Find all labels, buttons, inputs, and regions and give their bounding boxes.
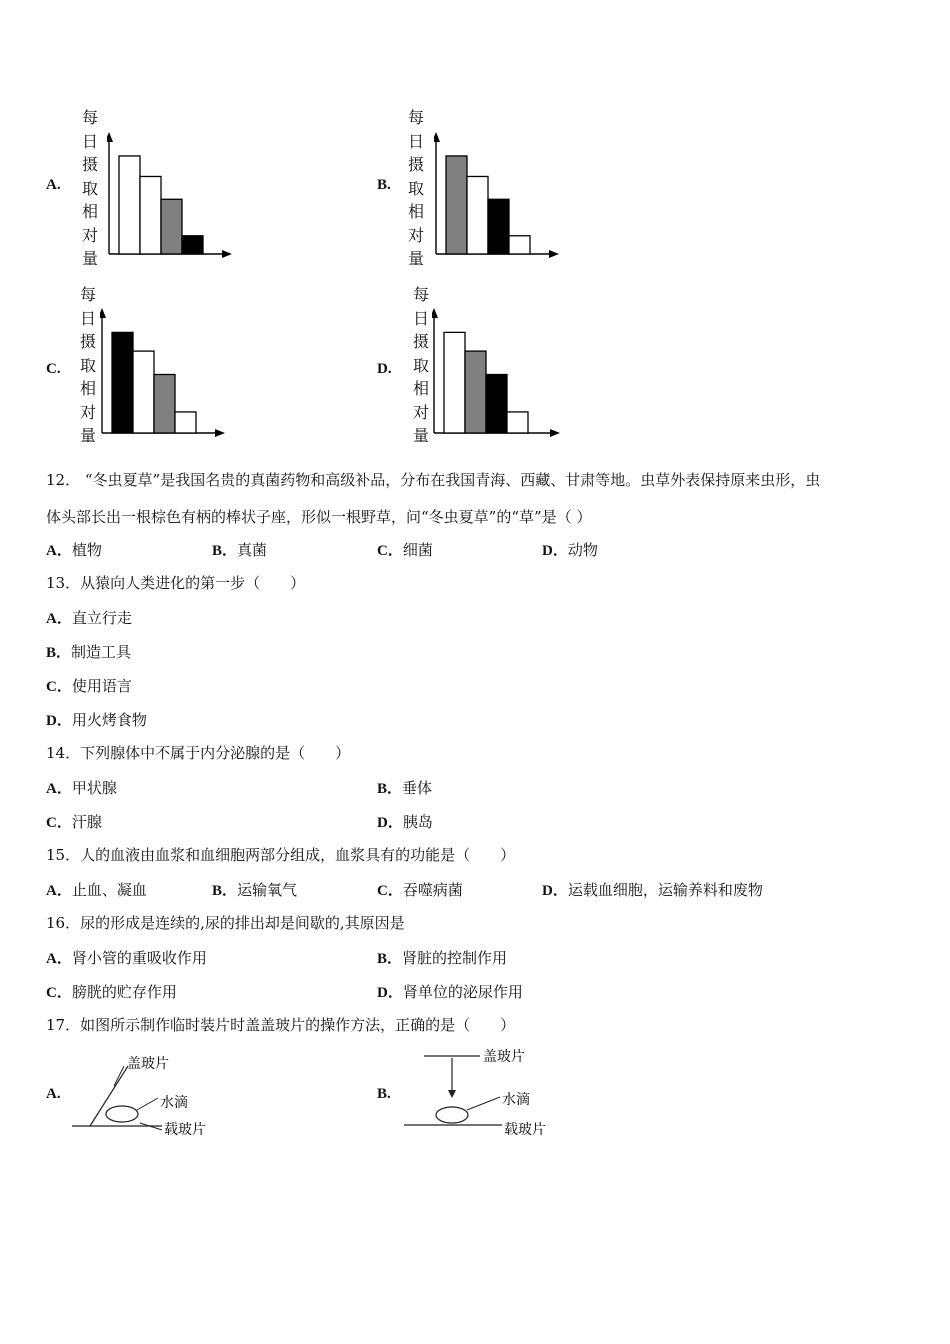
q12-option-b[interactable] — [212, 539, 267, 560]
option-letter: C． — [46, 985, 72, 1001]
y-axis-label-char: 量 — [79, 426, 96, 445]
water-drop — [106, 1106, 138, 1122]
x-axis-arrow-icon — [550, 429, 560, 437]
water-drop — [436, 1107, 468, 1123]
q13-option-b[interactable] — [46, 641, 131, 662]
option-text: 细菌 — [402, 541, 433, 559]
bar — [507, 412, 528, 433]
option-text: 肾小管的重吸收作用 — [71, 949, 207, 967]
option-text: 植物 — [71, 541, 102, 559]
chart-plot-b — [434, 132, 559, 260]
q16-option-a[interactable] — [46, 947, 207, 968]
chart-y-label — [406, 106, 426, 271]
option-text: 使用语言 — [71, 677, 132, 695]
q17-option-b-letter[interactable]: B. — [377, 1086, 391, 1102]
option-text: 动物 — [567, 541, 598, 559]
q15-option-a[interactable] — [46, 879, 147, 900]
y-axis-label-char: 取 — [412, 355, 429, 375]
option-letter: D． — [542, 883, 568, 899]
option-text: 吞噬病菌 — [402, 881, 463, 899]
chart-plot-a — [107, 132, 232, 260]
x-axis-arrow-icon — [222, 250, 232, 258]
q12-option-a[interactable] — [46, 539, 102, 560]
bar — [467, 176, 488, 254]
cover-slip-label: 盖玻片 — [127, 1056, 169, 1072]
q16-option-c[interactable] — [46, 981, 177, 1002]
bar-chart — [107, 132, 232, 260]
y-axis-arrow-icon — [432, 308, 438, 318]
y-axis-label-char: 量 — [407, 249, 424, 268]
q15-option-b[interactable] — [212, 879, 297, 900]
y-axis-label-char: 对 — [407, 225, 424, 245]
option-c-letter: C. — [46, 361, 61, 377]
y-axis-label-char: 对 — [412, 402, 429, 422]
q14-option-b[interactable] — [377, 777, 432, 798]
option-text: 膀胱的贮存作用 — [71, 983, 177, 1001]
bar — [119, 156, 140, 254]
y-axis-label-char: 每 — [407, 108, 424, 127]
option-text: 制造工具 — [71, 643, 132, 661]
y-axis-label-char: 相 — [407, 202, 424, 221]
y-axis-label-char: 相 — [412, 379, 429, 398]
chart-y-label — [80, 106, 100, 271]
bar — [140, 176, 161, 254]
slide-label: 载玻片 — [504, 1122, 546, 1138]
water-label-pointer — [137, 1098, 158, 1110]
q17-figure-a — [70, 1048, 220, 1143]
y-axis-label-char: 日 — [81, 131, 98, 151]
water-label: 水滴 — [502, 1092, 530, 1108]
option-letter: C． — [46, 815, 72, 831]
y-axis-label-char: 日 — [407, 131, 424, 151]
option-letter: A． — [46, 781, 72, 797]
option-text: 真菌 — [237, 541, 268, 559]
y-axis-arrow-icon — [107, 132, 113, 142]
bar-chart — [100, 308, 225, 439]
q13-option-c[interactable] — [46, 675, 132, 696]
option-text: 运载血细胞，运输养料和废物 — [567, 881, 763, 899]
y-axis-label-char: 日 — [412, 308, 429, 328]
y-axis-label-char: 每 — [81, 108, 98, 127]
y-axis-label-char: 相 — [79, 379, 96, 398]
bar — [465, 351, 486, 433]
bar-chart — [434, 132, 559, 260]
bar-chart — [432, 308, 560, 439]
y-axis-label-char: 摄 — [79, 332, 96, 351]
water-label-pointer — [467, 1097, 500, 1110]
question-14-stem: 14．下列腺体中不属于内分泌腺的是（ ） — [46, 744, 351, 762]
q17-figure-b — [400, 1040, 560, 1140]
down-arrow-icon — [448, 1090, 456, 1098]
cover-label-pointer — [114, 1066, 124, 1086]
option-letter: C． — [377, 883, 403, 899]
chart-plot-d — [432, 308, 560, 439]
slide-label: 载玻片 — [164, 1122, 206, 1138]
question-15-stem: 15．人的血液由血浆和血细胞两部分组成，血浆具有的功能是（ ） — [46, 846, 516, 864]
question-12-line-2: 体头部长出一根棕色有柄的棒状子座，形似一根野草，问“冬虫夏草”的“草”是（ ） — [46, 508, 592, 526]
y-axis-label-char: 摄 — [412, 332, 429, 351]
option-letter: A． — [46, 543, 72, 559]
y-axis-arrow-icon — [100, 308, 106, 318]
q17-option-a-letter[interactable]: A. — [46, 1086, 61, 1102]
q16-option-d[interactable] — [377, 981, 523, 1002]
option-text: 汗腺 — [71, 813, 102, 831]
option-text: 甲状腺 — [71, 779, 117, 797]
option-letter: B． — [46, 645, 72, 661]
question-13-stem: 13．从猿向人类进化的第一步（ ） — [46, 574, 306, 592]
option-text: 垂体 — [402, 779, 433, 797]
option-a-letter: A. — [46, 177, 61, 193]
question-17-stem: 17．如图所示制作临时装片时盖盖玻片的操作方法，正确的是（ ） — [46, 1016, 516, 1034]
y-axis-label-char: 相 — [81, 202, 98, 221]
q16-option-b[interactable] — [377, 947, 507, 968]
water-label: 水滴 — [160, 1095, 188, 1111]
option-letter: C． — [46, 679, 72, 695]
q14-option-a[interactable] — [46, 777, 117, 798]
bar — [446, 156, 467, 254]
chart-plot-c — [100, 308, 225, 439]
bar — [161, 199, 182, 254]
q14-option-d[interactable] — [377, 811, 433, 832]
q12-option-c[interactable] — [377, 539, 433, 560]
option-letter: B． — [212, 883, 238, 899]
y-axis-label-char: 对 — [81, 225, 98, 245]
q12-option-d[interactable] — [542, 539, 598, 560]
q13-option-a[interactable] — [46, 607, 132, 628]
option-text: 肾单位的泌尿作用 — [402, 983, 523, 1001]
chart-y-label — [411, 283, 431, 448]
bar — [175, 412, 196, 433]
chart-y-label — [78, 283, 98, 448]
option-letter: A． — [46, 951, 72, 967]
cover-slip-label: 盖玻片 — [483, 1049, 525, 1065]
q13-option-d[interactable] — [46, 709, 147, 730]
question-16-stem: 16．尿的形成是连续的,尿的排出却是间歇的,其原因是 — [46, 914, 405, 932]
y-axis-label-char: 日 — [79, 308, 96, 328]
y-axis-label-char: 取 — [81, 178, 98, 198]
x-axis-arrow-icon — [549, 250, 559, 258]
option-text: 运输氧气 — [237, 881, 298, 899]
option-letter: B． — [212, 543, 238, 559]
option-b-letter: B. — [377, 177, 391, 193]
x-axis-arrow-icon — [215, 429, 225, 437]
option-letter: B． — [377, 951, 403, 967]
option-letter: B． — [377, 781, 403, 797]
y-axis-label-char: 摄 — [407, 155, 424, 174]
option-letter: A． — [46, 883, 72, 899]
option-text: 胰岛 — [402, 813, 433, 831]
q14-option-c[interactable] — [46, 811, 102, 832]
option-letter: D． — [377, 815, 403, 831]
y-axis-label-char: 量 — [412, 426, 429, 445]
y-axis-label-char: 每 — [79, 285, 96, 304]
option-letter: C． — [377, 543, 403, 559]
y-axis-label-char: 摄 — [81, 155, 98, 174]
option-text: 肾脏的控制作用 — [402, 949, 508, 967]
y-axis-label-char: 量 — [81, 249, 98, 268]
q15-option-d[interactable] — [542, 879, 763, 900]
bar — [444, 332, 465, 433]
option-d-letter: D. — [377, 361, 392, 377]
q15-option-c[interactable] — [377, 879, 463, 900]
bar — [486, 375, 507, 434]
bar — [133, 351, 154, 433]
y-axis-label-char: 取 — [79, 355, 96, 375]
bar — [154, 375, 175, 434]
option-letter: A． — [46, 611, 72, 627]
y-axis-label-char: 取 — [407, 178, 424, 198]
y-axis-label-char: 对 — [79, 402, 96, 422]
option-letter: D． — [542, 543, 568, 559]
y-axis-arrow-icon — [434, 132, 440, 142]
bar — [509, 236, 530, 254]
y-axis-label-char: 每 — [412, 285, 429, 304]
bar — [182, 236, 203, 254]
option-text: 用火烤食物 — [71, 711, 147, 729]
question-12-line-1: 12． “冬虫夏草”是我国名贵的真菌药物和高级补品，分布在我国青海、西藏、甘肃等地。虫草外表保持原来虫形，虫 — [46, 471, 821, 489]
option-text: 直立行走 — [71, 609, 132, 627]
option-letter: D． — [46, 713, 72, 729]
bar — [112, 332, 133, 433]
option-text: 止血、凝血 — [71, 881, 147, 899]
bar — [488, 199, 509, 254]
option-letter: D． — [377, 985, 403, 1001]
